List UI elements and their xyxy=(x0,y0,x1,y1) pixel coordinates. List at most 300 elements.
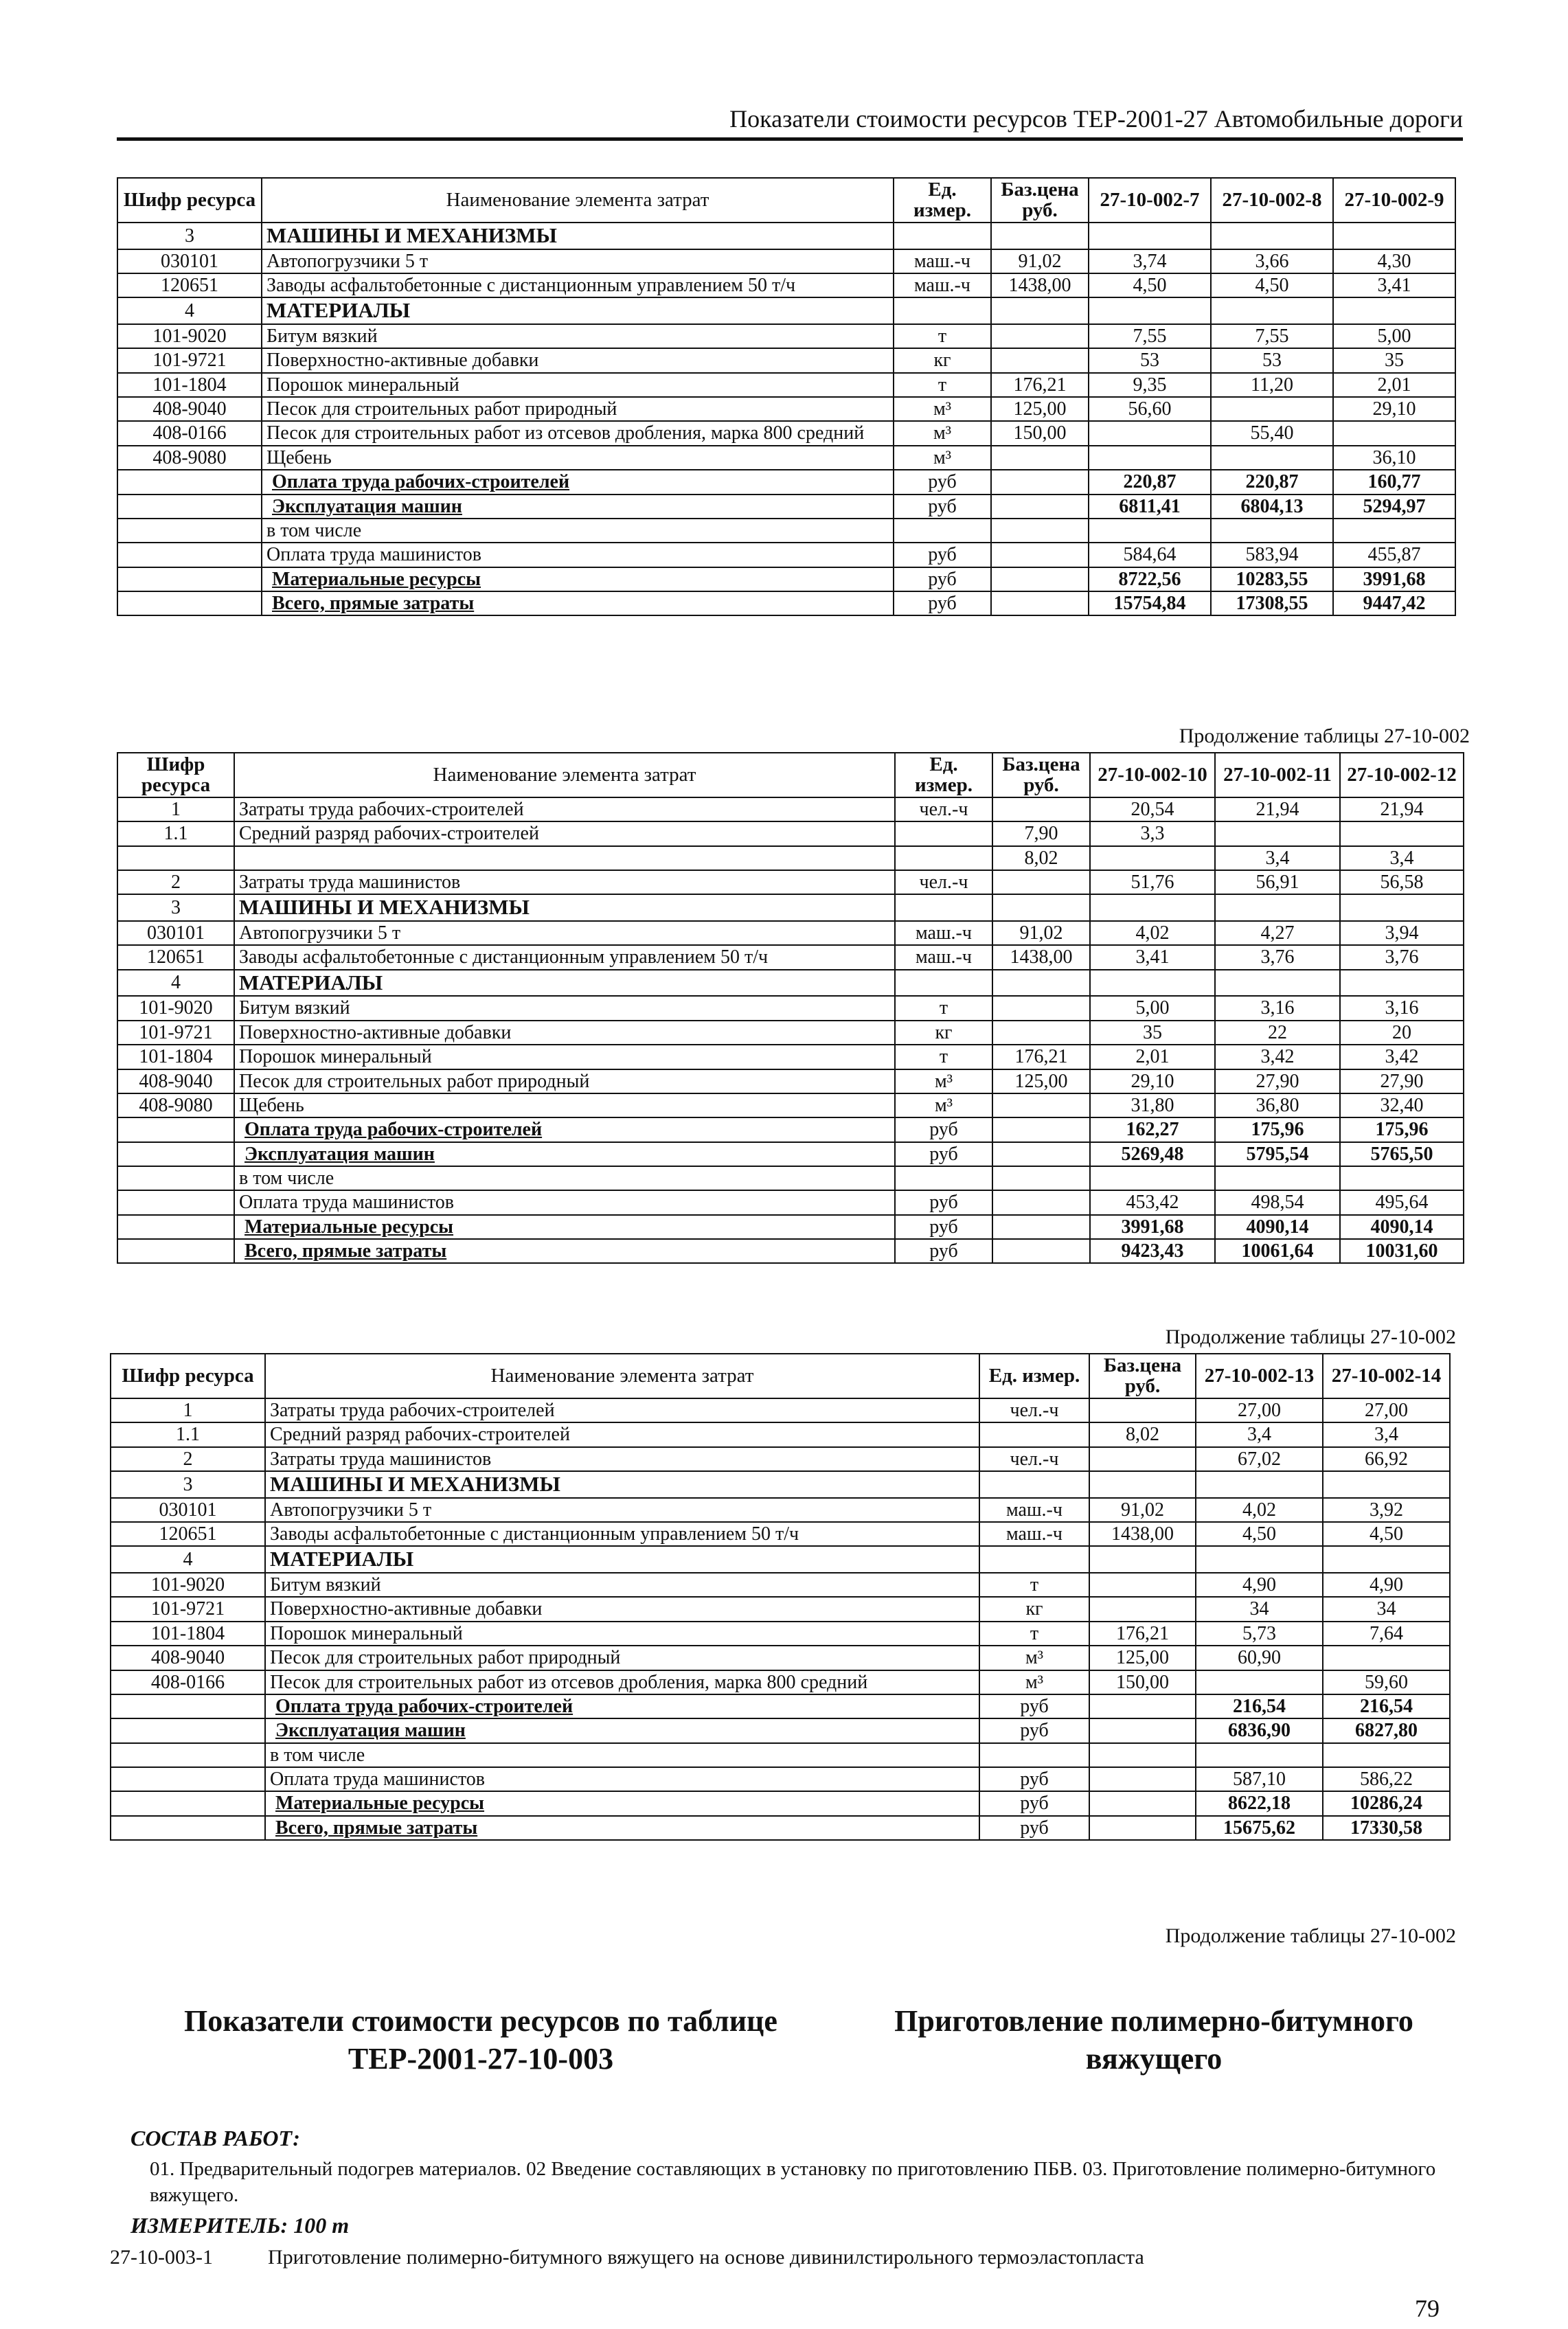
base-price-cell xyxy=(992,996,1090,1020)
norm-value-cell: 586,22 xyxy=(1323,1767,1450,1791)
resource-code: 3 xyxy=(117,223,262,249)
norm-value-cell xyxy=(1340,970,1464,997)
resource-code: 101-9721 xyxy=(117,1021,234,1045)
norm-value-cell: 4090,14 xyxy=(1340,1215,1464,1239)
table-row xyxy=(111,1743,1450,1767)
norm-value-cell: 27,90 xyxy=(1340,1069,1464,1093)
resource-code xyxy=(117,1215,234,1239)
norm-value-cell: 160,77 xyxy=(1333,470,1455,494)
base-price-cell xyxy=(992,970,1090,997)
table-row xyxy=(117,249,1455,273)
unit-cell: руб xyxy=(979,1791,1089,1815)
resource-code xyxy=(117,543,262,567)
element-name: Песок для строительных работ из отсевов дробления, марка 800 средний xyxy=(265,1670,979,1694)
resource-code: 408-9040 xyxy=(117,397,262,421)
norm-value-cell: 453,42 xyxy=(1090,1190,1215,1214)
table-row xyxy=(117,970,1464,997)
norm-value-cell xyxy=(1333,297,1455,324)
norm-value-cell: 5294,97 xyxy=(1333,495,1455,519)
base-price-cell xyxy=(991,348,1089,372)
norm-value-cell: 8622,18 xyxy=(1196,1791,1323,1815)
element-name: Порошок минеральный xyxy=(234,1045,895,1069)
unit-cell xyxy=(979,1422,1089,1446)
norm-value-cell xyxy=(1090,970,1215,997)
norm-value-cell: 67,02 xyxy=(1196,1447,1323,1471)
norm-value-cell: 66,92 xyxy=(1323,1447,1450,1471)
resource-code xyxy=(117,1190,234,1214)
element-name: Всего, прямые затраты xyxy=(265,1816,979,1840)
base-price-cell xyxy=(991,519,1089,543)
resource-code: 408-0166 xyxy=(111,1670,265,1694)
base-price-cell: 1438,00 xyxy=(1089,1522,1196,1546)
unit-cell: руб xyxy=(894,543,991,567)
norm-value-cell: 3,4 xyxy=(1340,846,1464,870)
norm-value-cell: 4,30 xyxy=(1333,249,1455,273)
norm-value-cell: 32,40 xyxy=(1340,1093,1464,1117)
norm-value-cell: 53 xyxy=(1211,348,1333,372)
unit-cell: руб xyxy=(979,1816,1089,1840)
element-name: Автопогрузчики 5 т xyxy=(234,921,895,945)
base-price-cell: 125,00 xyxy=(991,397,1089,421)
base-price-cell: 8,02 xyxy=(992,846,1090,870)
norm-value-cell: 56,60 xyxy=(1089,397,1211,421)
norm-value-cell: 35 xyxy=(1090,1021,1215,1045)
element-name: МАТЕРИАЛЫ xyxy=(234,970,895,997)
norm-value-cell xyxy=(1089,223,1211,249)
norm-value-cell: 55,40 xyxy=(1211,421,1333,445)
norm-value-cell: 10286,24 xyxy=(1323,1791,1450,1815)
norm-value-cell xyxy=(1215,821,1340,845)
norm-value-cell: 53 xyxy=(1089,348,1211,372)
element-name: Битум вязкий xyxy=(265,1573,979,1597)
unit-cell: кг xyxy=(895,1021,992,1045)
resource-code xyxy=(117,1166,234,1190)
unit-cell: руб xyxy=(979,1767,1089,1791)
base-price-cell xyxy=(1089,1791,1196,1815)
unit-cell: т xyxy=(894,373,991,397)
norm-value-cell: 27,00 xyxy=(1196,1398,1323,1422)
unit-cell: т xyxy=(895,1045,992,1069)
col-name: Наименование элемента затрат xyxy=(265,1354,979,1398)
norm-value-cell: 3,92 xyxy=(1323,1498,1450,1522)
norm-value-cell: 6836,90 xyxy=(1196,1718,1323,1742)
norm-value-cell: 2,01 xyxy=(1090,1045,1215,1069)
resource-code xyxy=(117,470,262,494)
base-price-cell xyxy=(991,591,1089,615)
col-unit: Ед. измер. xyxy=(894,178,991,223)
table-row xyxy=(117,348,1455,372)
element-name: Оплата труда машинистов xyxy=(234,1190,895,1214)
norm-value-cell: 3,76 xyxy=(1215,945,1340,969)
norm-value-cell: 21,94 xyxy=(1340,797,1464,821)
table-row xyxy=(117,1021,1464,1045)
col-price: Баз.цена руб. xyxy=(992,753,1090,797)
element-name: в том числе xyxy=(262,519,894,543)
norm-value-cell xyxy=(1196,1471,1323,1498)
unit-cell: т xyxy=(894,324,991,348)
col-price: Баз.цена руб. xyxy=(1089,1354,1196,1398)
norm-value-cell: 8722,56 xyxy=(1089,567,1211,591)
unit-cell: маш.-ч xyxy=(895,921,992,945)
norm-value-cell xyxy=(1089,421,1211,445)
col-unit: Ед. измер. xyxy=(979,1354,1089,1398)
resource-code: 101-1804 xyxy=(111,1622,265,1646)
base-price-cell xyxy=(991,543,1089,567)
base-price-cell: 176,21 xyxy=(991,373,1089,397)
norm-value-cell xyxy=(1323,1646,1450,1670)
element-name: МАТЕРИАЛЫ xyxy=(262,297,894,324)
element-name: МАШИНЫ И МЕХАНИЗМЫ xyxy=(265,1471,979,1498)
resource-code: 101-9020 xyxy=(111,1573,265,1597)
section-title-left: Показатели стоимости ресурсов по таблице ТЕР-2001-27-10-003 xyxy=(184,2004,777,2076)
norm-value-cell: 5765,50 xyxy=(1340,1142,1464,1166)
base-price-cell: 1438,00 xyxy=(992,945,1090,969)
norm-value-cell: 3,66 xyxy=(1211,249,1333,273)
section-title-right: Приготовление полимерно-битумного вяжущего xyxy=(894,2004,1413,2076)
norm-value-cell xyxy=(1211,519,1333,543)
norm-value-cell xyxy=(1211,446,1333,470)
base-price-cell: 150,00 xyxy=(991,421,1089,445)
table-row xyxy=(111,1622,1450,1646)
norm-value-cell: 10031,60 xyxy=(1340,1239,1464,1263)
col-norm: 27-10-002-12 xyxy=(1340,753,1464,797)
element-name: Оплата труда рабочих-строителей xyxy=(265,1694,979,1718)
norm-value-cell: 20,54 xyxy=(1090,797,1215,821)
unit-cell: т xyxy=(979,1573,1089,1597)
table-row xyxy=(117,996,1464,1020)
base-price-cell xyxy=(1089,1597,1196,1621)
unit-cell: т xyxy=(895,996,992,1020)
element-name: Щебень xyxy=(262,446,894,470)
continuation-note: Продолжение таблицы 27-10-002 xyxy=(1165,1326,1456,1348)
norm-value-cell: 587,10 xyxy=(1196,1767,1323,1791)
element-name: Затраты труда рабочих-строителей xyxy=(265,1398,979,1422)
resource-code: 408-0166 xyxy=(117,421,262,445)
base-price-cell xyxy=(992,797,1090,821)
col-unit: Ед. измер. xyxy=(895,753,992,797)
norm-value-cell: 4090,14 xyxy=(1215,1215,1340,1239)
norm-value-cell: 498,54 xyxy=(1215,1190,1340,1214)
unit-cell xyxy=(895,821,992,845)
norm-value-cell: 56,58 xyxy=(1340,870,1464,894)
norm-value-cell: 3,3 xyxy=(1090,821,1215,845)
element-name xyxy=(234,846,895,870)
unit-cell: м³ xyxy=(894,446,991,470)
sostav-text: 01. Предварительный подогрев материалов. 02 Введение составляющих в установку по приготовлению ПБВ. 03. Приготовление полимерно-битумного вяжущего. xyxy=(150,2158,1436,2206)
norm-value-cell: 4,50 xyxy=(1089,273,1211,297)
resource-code xyxy=(117,846,234,870)
norm-value-cell xyxy=(1090,1166,1215,1190)
norm-value-cell: 3,16 xyxy=(1340,996,1464,1020)
col-norm: 27-10-002-10 xyxy=(1090,753,1215,797)
element-name: Заводы асфальтобетонные с дистанционным управлением 50 т/ч xyxy=(234,945,895,969)
element-name: Оплата труда рабочих-строителей xyxy=(262,470,894,494)
norm-value-cell: 3,4 xyxy=(1196,1422,1323,1446)
unit-cell: чел.-ч xyxy=(895,870,992,894)
table-row xyxy=(117,223,1455,249)
resource-code: 101-9020 xyxy=(117,324,262,348)
norm-value-cell: 220,87 xyxy=(1089,470,1211,494)
unit-cell: чел.-ч xyxy=(979,1398,1089,1422)
unit-cell: м³ xyxy=(894,421,991,445)
resource-code: 030101 xyxy=(117,249,262,273)
norm-value-cell xyxy=(1323,1546,1450,1573)
norm-value-cell: 17308,55 xyxy=(1211,591,1333,615)
norm-code: 27-10-003-1 xyxy=(110,2246,213,2269)
unit-cell xyxy=(979,1471,1089,1498)
col-norm: 27-10-002-7 xyxy=(1089,178,1211,223)
table-row xyxy=(117,945,1464,969)
norm-value-cell: 7,55 xyxy=(1211,324,1333,348)
base-price-cell: 91,02 xyxy=(1089,1498,1196,1522)
norm-value-cell: 3,94 xyxy=(1340,921,1464,945)
unit-cell: руб xyxy=(979,1694,1089,1718)
table-row xyxy=(111,1447,1450,1471)
element-name: Песок для строительных работ природный xyxy=(262,397,894,421)
norm-value-cell: 3,41 xyxy=(1333,273,1455,297)
unit-cell xyxy=(895,894,992,921)
unit-cell xyxy=(979,1743,1089,1767)
norm-value-cell: 216,54 xyxy=(1323,1694,1450,1718)
table-row xyxy=(111,1422,1450,1446)
norm-value-cell: 6827,80 xyxy=(1323,1718,1450,1742)
resource-code: 408-9040 xyxy=(117,1069,234,1093)
norm-value-cell: 4,50 xyxy=(1211,273,1333,297)
resource-code: 4 xyxy=(111,1546,265,1573)
norm-value-cell xyxy=(1089,446,1211,470)
norm-value-cell xyxy=(1196,1670,1323,1694)
element-name: Заводы асфальтобетонные с дистанционным управлением 50 т/ч xyxy=(265,1522,979,1546)
resource-code: 4 xyxy=(117,297,262,324)
element-name: Затраты труда рабочих-строителей xyxy=(234,797,895,821)
base-price-cell xyxy=(992,1215,1090,1239)
norm-line xyxy=(110,2246,1144,2269)
unit-cell: м³ xyxy=(895,1069,992,1093)
resource-code: 101-9721 xyxy=(117,348,262,372)
norm-value-cell: 27,00 xyxy=(1323,1398,1450,1422)
col-norm: 27-10-002-14 xyxy=(1323,1354,1450,1398)
base-price-cell xyxy=(1089,1718,1196,1742)
table-row xyxy=(117,821,1464,845)
norm-value-cell: 3,42 xyxy=(1340,1045,1464,1069)
norm-value-cell: 9447,42 xyxy=(1333,591,1455,615)
norm-value-cell: 5269,48 xyxy=(1090,1142,1215,1166)
unit-cell: м³ xyxy=(895,1093,992,1117)
unit-cell xyxy=(895,970,992,997)
resource-code: 1 xyxy=(111,1398,265,1422)
norm-value-cell xyxy=(1323,1471,1450,1498)
table-row xyxy=(117,921,1464,945)
base-price-cell xyxy=(991,470,1089,494)
col-norm: 27-10-002-11 xyxy=(1215,753,1340,797)
col-name: Наименование элемента затрат xyxy=(234,753,895,797)
norm-value-cell: 3,42 xyxy=(1215,1045,1340,1069)
base-price-cell xyxy=(992,1117,1090,1141)
norm-value-cell: 3,74 xyxy=(1089,249,1211,273)
resource-code: 120651 xyxy=(111,1522,265,1546)
element-name: Материальные ресурсы xyxy=(262,567,894,591)
resource-code: 101-1804 xyxy=(117,373,262,397)
table-row xyxy=(111,1816,1450,1840)
base-price-cell: 150,00 xyxy=(1089,1670,1196,1694)
table-row xyxy=(117,567,1455,591)
unit-cell: руб xyxy=(894,470,991,494)
norm-value-cell: 7,64 xyxy=(1323,1622,1450,1646)
element-name: Эксплуатация машин xyxy=(234,1142,895,1166)
norm-value-cell: 4,90 xyxy=(1196,1573,1323,1597)
element-name: Средний разряд рабочих-строителей xyxy=(234,821,895,845)
base-price-cell xyxy=(1089,1447,1196,1471)
base-price-cell: 125,00 xyxy=(1089,1646,1196,1670)
base-price-cell: 176,21 xyxy=(992,1045,1090,1069)
resource-code: 408-9040 xyxy=(111,1646,265,1670)
norm-value-cell xyxy=(1215,894,1340,921)
table-row xyxy=(117,273,1455,297)
table-row xyxy=(111,1546,1450,1573)
resource-table-1 xyxy=(117,177,1456,616)
resource-code: 4 xyxy=(117,970,234,997)
norm-value-cell: 9423,43 xyxy=(1090,1239,1215,1263)
element-name: в том числе xyxy=(234,1166,895,1190)
norm-value-cell xyxy=(1333,519,1455,543)
element-name: Щебень xyxy=(234,1093,895,1117)
unit-cell: кг xyxy=(979,1597,1089,1621)
resource-code xyxy=(111,1791,265,1815)
resource-code: 120651 xyxy=(117,945,234,969)
resource-code xyxy=(117,519,262,543)
base-price-cell xyxy=(1089,1546,1196,1573)
element-name: Поверхностно-активные добавки xyxy=(265,1597,979,1621)
resource-code: 1.1 xyxy=(111,1422,265,1446)
page-number: 79 xyxy=(1415,2295,1440,2322)
norm-value-cell: 175,96 xyxy=(1215,1117,1340,1141)
base-price-cell xyxy=(1089,1471,1196,1498)
resource-code: 030101 xyxy=(111,1498,265,1522)
table-row xyxy=(111,1498,1450,1522)
norm-value-cell xyxy=(1340,894,1464,921)
table-row xyxy=(111,1573,1450,1597)
resource-code: 101-1804 xyxy=(117,1045,234,1069)
resource-code: 1 xyxy=(117,797,234,821)
unit-cell: маш.-ч xyxy=(894,273,991,297)
unit-cell xyxy=(894,519,991,543)
norm-value-cell: 3,4 xyxy=(1215,846,1340,870)
element-name: Поверхностно-активные добавки xyxy=(262,348,894,372)
resource-code xyxy=(111,1767,265,1791)
norm-value-cell: 4,90 xyxy=(1323,1573,1450,1597)
unit-cell: руб xyxy=(895,1190,992,1214)
table-row xyxy=(111,1646,1450,1670)
unit-cell: маш.-ч xyxy=(979,1498,1089,1522)
resource-code xyxy=(111,1743,265,1767)
base-price-cell xyxy=(992,1239,1090,1263)
unit-cell: м³ xyxy=(894,397,991,421)
unit-cell: руб xyxy=(895,1215,992,1239)
base-price-cell xyxy=(1089,1816,1196,1840)
base-price-cell xyxy=(991,567,1089,591)
norm-value-cell xyxy=(1089,297,1211,324)
table-row xyxy=(117,1215,1464,1239)
norm-value-cell xyxy=(1211,223,1333,249)
norm-value-cell: 162,27 xyxy=(1090,1117,1215,1141)
norm-value-cell xyxy=(1089,519,1211,543)
norm-value-cell: 4,27 xyxy=(1215,921,1340,945)
table-row xyxy=(117,324,1455,348)
norm-value-cell: 3,76 xyxy=(1340,945,1464,969)
unit-cell: руб xyxy=(979,1718,1089,1742)
resource-code: 120651 xyxy=(117,273,262,297)
table-row xyxy=(117,1045,1464,1069)
element-name: Материальные ресурсы xyxy=(265,1791,979,1815)
unit-cell xyxy=(894,223,991,249)
table-row xyxy=(111,1767,1450,1791)
resource-table-3 xyxy=(110,1353,1451,1841)
element-name: Всего, прямые затраты xyxy=(262,591,894,615)
norm-value-cell: 3991,68 xyxy=(1333,567,1455,591)
norm-value-cell: 22 xyxy=(1215,1021,1340,1045)
base-price-cell xyxy=(992,1093,1090,1117)
base-price-cell: 7,90 xyxy=(992,821,1090,845)
base-price-cell xyxy=(1089,1743,1196,1767)
resource-code: 2 xyxy=(111,1447,265,1471)
norm-value-cell: 3991,68 xyxy=(1090,1215,1215,1239)
norm-value-cell: 4,02 xyxy=(1196,1498,1323,1522)
element-name: Песок для строительных работ природный xyxy=(265,1646,979,1670)
element-name: Всего, прямые затраты xyxy=(234,1239,895,1263)
table-row xyxy=(117,543,1455,567)
col-norm: 27-10-002-13 xyxy=(1196,1354,1323,1398)
unit-cell xyxy=(979,1546,1089,1573)
unit-cell: руб xyxy=(894,567,991,591)
unit-cell: руб xyxy=(894,495,991,519)
table-row xyxy=(117,591,1455,615)
norm-value-cell: 34 xyxy=(1323,1597,1450,1621)
base-price-cell xyxy=(992,1021,1090,1045)
base-price-cell xyxy=(1089,1398,1196,1422)
norm-value-cell: 56,91 xyxy=(1215,870,1340,894)
element-name: Битум вязкий xyxy=(262,324,894,348)
base-price-cell xyxy=(991,297,1089,324)
base-price-cell xyxy=(1089,1694,1196,1718)
resource-code: 2 xyxy=(117,870,234,894)
norm-value-cell: 36,80 xyxy=(1215,1093,1340,1117)
norm-value-cell: 9,35 xyxy=(1089,373,1211,397)
element-name: Затраты труда машинистов xyxy=(234,870,895,894)
norm-value-cell: 36,10 xyxy=(1333,446,1455,470)
table-row xyxy=(117,1190,1464,1214)
element-name: Битум вязкий xyxy=(234,996,895,1020)
norm-value-cell: 20 xyxy=(1340,1021,1464,1045)
table-row xyxy=(117,297,1455,324)
table-row xyxy=(111,1597,1450,1621)
norm-value-cell: 6811,41 xyxy=(1089,495,1211,519)
norm-value-cell: 4,50 xyxy=(1323,1522,1450,1546)
unit-cell: маш.-ч xyxy=(979,1522,1089,1546)
norm-description: Приготовление полимерно-битумного вяжущего на основе дивинилстирольного термоэластопласта xyxy=(268,2246,1144,2269)
base-price-cell: 176,21 xyxy=(1089,1622,1196,1646)
table-row xyxy=(117,519,1455,543)
norm-value-cell: 7,55 xyxy=(1089,324,1211,348)
norm-value-cell xyxy=(1090,846,1215,870)
unit-cell: руб xyxy=(894,591,991,615)
norm-value-cell xyxy=(1196,1546,1323,1573)
norm-value-cell: 216,54 xyxy=(1196,1694,1323,1718)
norm-value-cell xyxy=(1323,1743,1450,1767)
norm-value-cell: 29,10 xyxy=(1090,1069,1215,1093)
base-price-cell: 91,02 xyxy=(991,249,1089,273)
resource-code: 408-9080 xyxy=(117,1093,234,1117)
element-name: Оплата труда машинистов xyxy=(262,543,894,567)
